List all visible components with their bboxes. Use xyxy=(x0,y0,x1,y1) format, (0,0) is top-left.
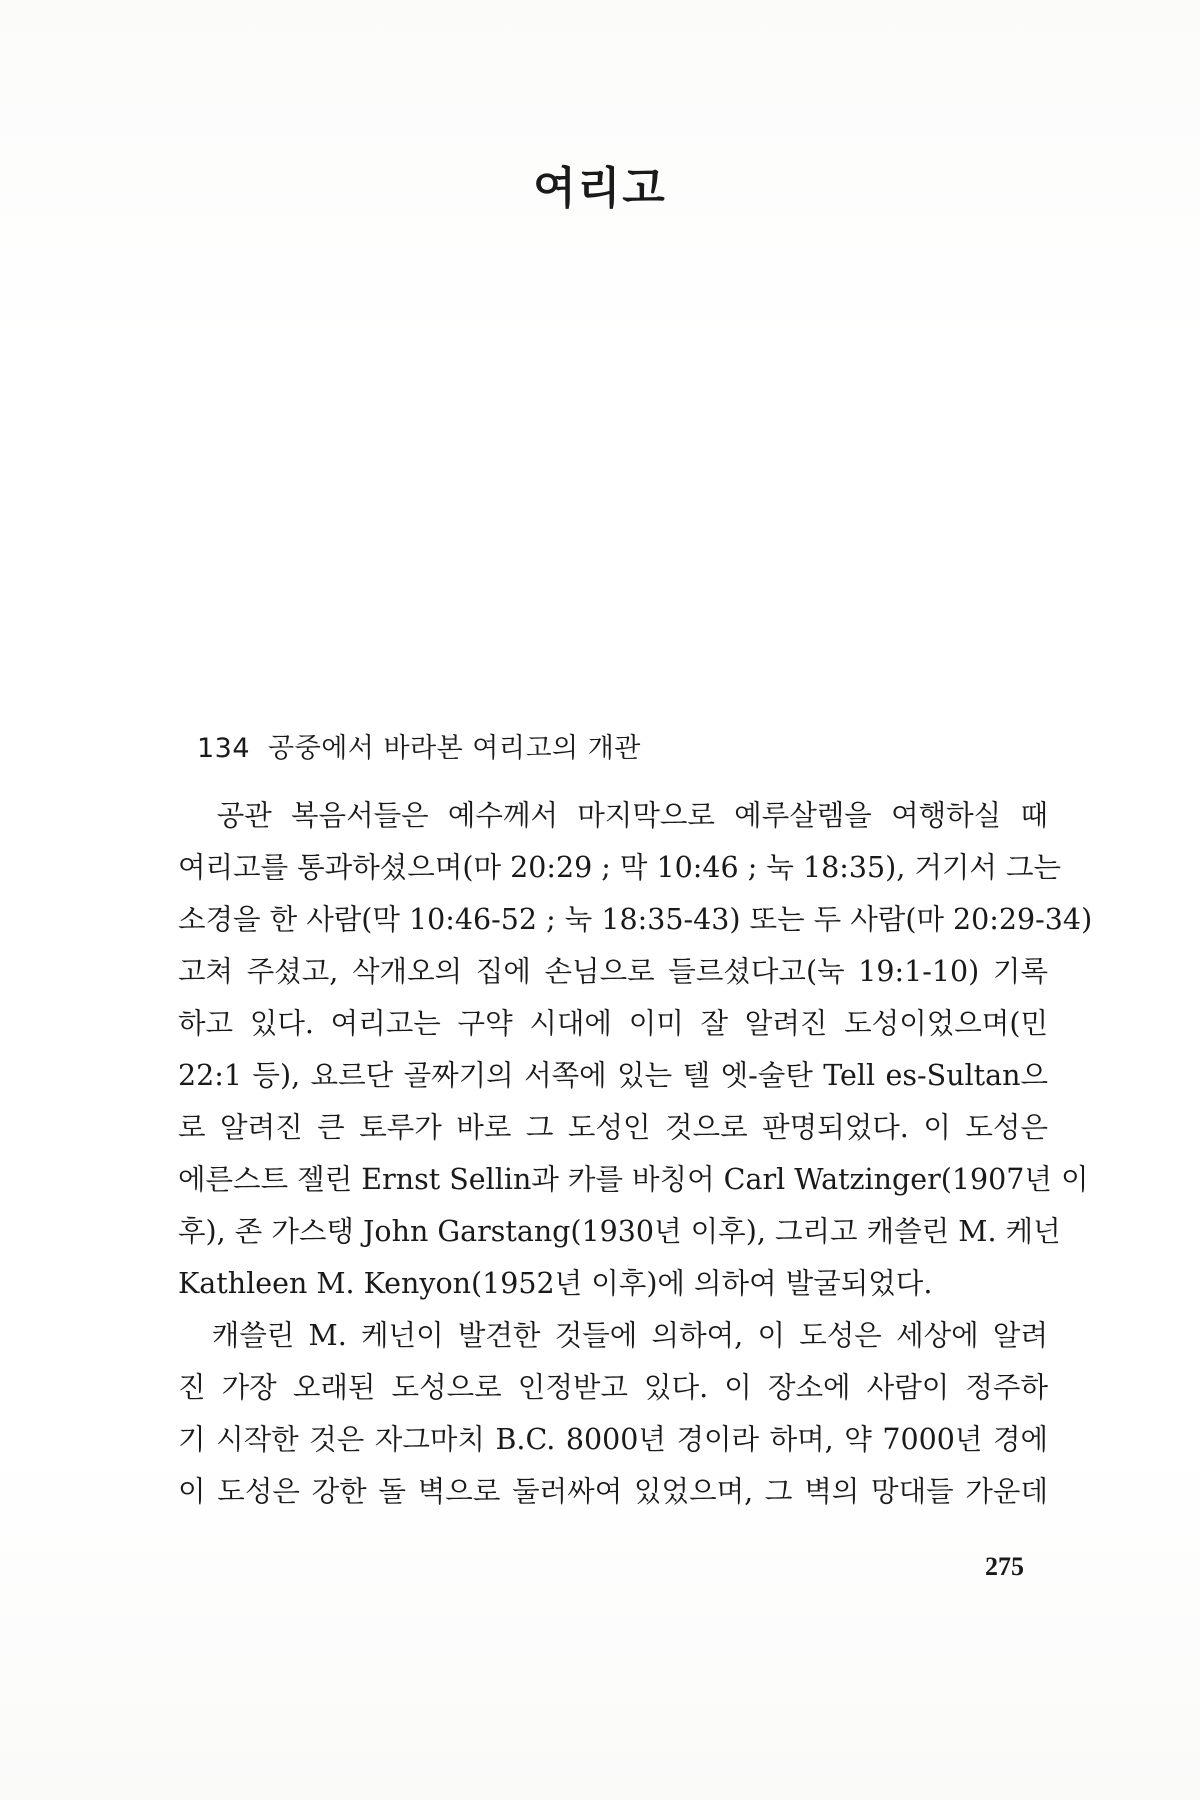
text-line: 캐쓸린 M. 케넌이 발견한 것들에 의하여, 이 도성은 세상에 알려 xyxy=(178,1319,1048,1352)
text-line: 고쳐 주셨고, 삭개오의 집에 손님으로 들르셨다고(눅 19:1-10) 기록 xyxy=(178,955,1048,988)
text-line: Kathleen M. Kenyon(1952년 이후)에 의하여 발굴되었다. xyxy=(178,1267,933,1300)
chapter-title: 여리고 xyxy=(533,163,667,214)
text-line: 소경을 한 사람(막 10:46-52 ; 눅 18:35-43) 또는 두 사람(마 20:29-34) xyxy=(178,903,1093,936)
figure-number: 134 xyxy=(197,733,251,764)
text-line: 하고 있다. 여리고는 구약 시대에 이미 잘 알려진 도성이었으며(민 xyxy=(178,1007,1048,1040)
text-line: 로 알려진 큰 토루가 바로 그 도성인 것으로 판명되었다. 이 도성은 xyxy=(178,1111,1048,1144)
figure-caption xyxy=(197,726,641,765)
figure-caption-text: 공중에서 바라본 여리고의 개관 xyxy=(268,733,641,764)
body-text xyxy=(178,790,1093,1518)
page-number: 275 xyxy=(985,1552,1024,1581)
text-line: 여리고를 통과하셨으며(마 20:29 ; 막 10:46 ; 눅 18:35), 거기서 그는 xyxy=(178,851,1062,884)
text-line: 후), 존 가스탱 John Garstang(1930년 이후), 그리고 캐쓸린 M. 케넌 xyxy=(178,1215,1061,1248)
text-line: 진 가장 오래된 도성으로 인정받고 있다. 이 장소에 사람이 정주하 xyxy=(178,1371,1048,1404)
text-line: 공관 복음서들은 예수께서 마지막으로 예루살렘을 여행하실 때 xyxy=(178,799,1048,832)
text-line: 이 도성은 강한 돌 벽으로 둘러싸여 있었으며, 그 벽의 망대들 가운데 xyxy=(178,1475,1048,1508)
text-line: 기 시작한 것은 자그마치 B.C. 8000년 경이라 하며, 약 7000년 경에 xyxy=(178,1423,1049,1456)
text-line: 22:1 등), 요르단 골짜기의 서쪽에 있는 텔 엣-술탄 Tell es-Sultan으 xyxy=(178,1059,1048,1092)
text-line: 에른스트 젤린 Ernst Sellin과 카를 바칭어 Carl Watzinger(1907년 이 xyxy=(178,1163,1089,1196)
